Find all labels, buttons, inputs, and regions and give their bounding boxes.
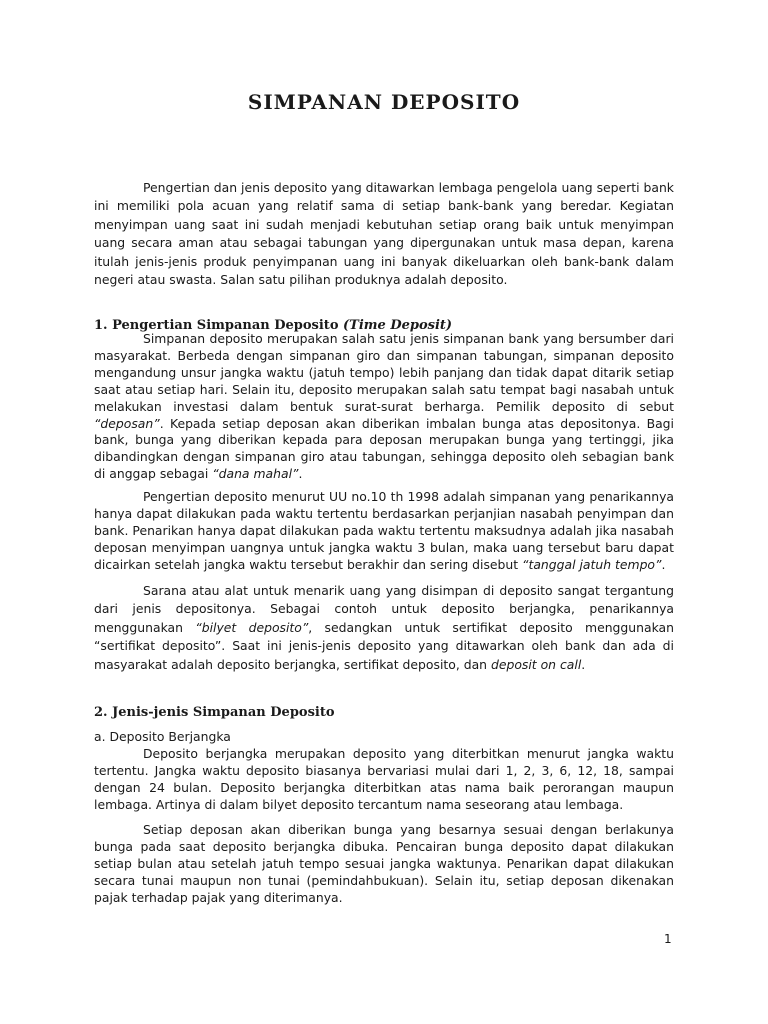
s1p1-text-a: Simpanan deposito merupakan salah satu jenis simpanan bank yang bersumber dari masyarakat. Berbeda dengan simpanan giro dan simpanan tabungan, simpanan deposito mengandung unsur jangka waktu (jatuh tempo) lebih panjang dan tidak dapat ditarik setiap saat atau setiap hari. Selain itu, deposito merupakan salah satu tempat bagi nasabah untuk melakukan investasi dalam bentuk surat-surat berharga. Pemilik deposito di sebut [94, 331, 674, 414]
page-title: SIMPANAN DEPOSITO [247, 90, 521, 114]
section-2a-block [94, 729, 674, 814]
s1p3-term-deposit-on-call: deposit on call [490, 656, 582, 672]
s1p1-term-deposan: “deposan” [94, 415, 160, 431]
section-2a-paragraph-1: Deposito berjangka merupakan deposito yang diterbitkan menurut jangka waktu tertentu. Jangka waktu deposito biasanya bervariasi mulai dari 1, 2, 3, 6, 12, 18, sampai dengan 24 bulan. Deposito berjangka diterbitkan atas nama baik perorangan maupun lembaga. Artinya di dalam bilyet deposito tercantum nama seseorang atau lembaga. [94, 745, 674, 812]
page-number: 1 [664, 932, 672, 946]
section-1-paragraph-2-block [94, 489, 674, 574]
section-1-paragraph-3 [94, 582, 674, 674]
s1p2-text-a: Pengertian deposito menurut UU no.10 th 1998 adalah simpanan yang penarikannya hanya dapat dilakukan pada waktu tertentu berdasarkan perjanjian nasabah penyimpan dan bank. Penarikan hanya dapat dilakukan pada waktu tertentu maksudnya adalah jika nasabah deposan menyimpan uangnya untuk jangka waktu 3 bulan, maka uang tersebut baru dapat dicairkan setelah jangka waktu tersebut berakhir dan sering disebut [94, 489, 674, 572]
s1p2-text-b: . [661, 556, 666, 572]
s1p2-term-tanggal-jatuh-tempo: “tanggal jatuh tempo” [522, 556, 662, 572]
s1p3-text-c: . [581, 656, 586, 672]
s1p1-text-c: . [298, 466, 303, 482]
s1p3-term-bilyet-deposito: “bilyet deposito” [195, 619, 309, 635]
section-2-heading: 2. Jenis-jenis Simpanan Deposito [94, 705, 335, 720]
s1p1-text-b: . Kepada setiap deposan akan diberikan imbalan bunga atas depositonya. Bagi bank, bunga yang diberikan kepada para deposan merupakan bunga yang tertinggi, jika dibandingkan dengan simpanan giro atau tabungan, sehingga deposito oleh sebagian bank di anggap sebagai [94, 415, 674, 482]
section-2-heading-block [94, 705, 674, 721]
s1p1-term-dana-mahal: “dana mahal” [212, 466, 299, 482]
s1p3-text-a: Sarana atau alat untuk menarik uang yang disimpan di deposito sangat tergantung dari jenis depositonya. Sebagai contoh untuk deposito berjangka, penarikannya menggunakan [94, 583, 674, 635]
section-2a-paragraph-2-block [94, 822, 674, 907]
section-1-paragraph-2 [94, 489, 674, 574]
section-2a-paragraph-2: Setiap deposan akan diberikan bunga yang besarnya sesuai dengan berlakunya bunga pada saat deposito berjangka dibuka. Pencairan bunga deposito dapat dilakukan setiap bulan atau setelah jatuh tempo sesuai jangka waktunya. Penarikan dapat dilakukan secara tunai maupun non tunai (pemindahbukuan). Selain itu, setiap deposan dikenakan pajak terhadap pajak yang diterimanya. [94, 822, 674, 905]
s1p3-text-b: , sedangkan untuk sertifikat deposito menggunakan “sertifikat deposito”. Saat ini jenis-jenis deposito yang ditawarkan oleh bank dan ada di masyarakat adalah deposito berjangka, sertifikat deposito, dan [94, 619, 674, 672]
section-1-paragraph-3-block [94, 582, 674, 674]
intro-section [94, 179, 674, 289]
section-1-paragraph-1 [94, 331, 674, 483]
intro-paragraph: Pengertian dan jenis deposito yang ditawarkan lembaga pengelola uang seperti bank ini memiliki pola acuan yang relatif sama di setiap bank-bank yang beredar. Kegiatan menyimpan uang saat ini sudah menjadi kebutuhan setiap orang baik untuk menyimpan uang secara aman atau sebagai tabungan yang dipergunakan untuk masa depan, karena itulah jenis-jenis produk penyimpanan uang ini banyak dikeluarkan oleh bank-bank dalam negeri atau swasta. Salan satu pilihan produknya adalah deposito. [94, 180, 674, 288]
section-1-paragraph-1-block [94, 331, 674, 483]
section-1-heading-italic: (Time Deposit) [343, 318, 453, 333]
section-2-subheading-a: a. Deposito Berjangka [94, 729, 231, 744]
section-1-heading-text: 1. Pengertian Simpanan Deposito [94, 318, 339, 333]
